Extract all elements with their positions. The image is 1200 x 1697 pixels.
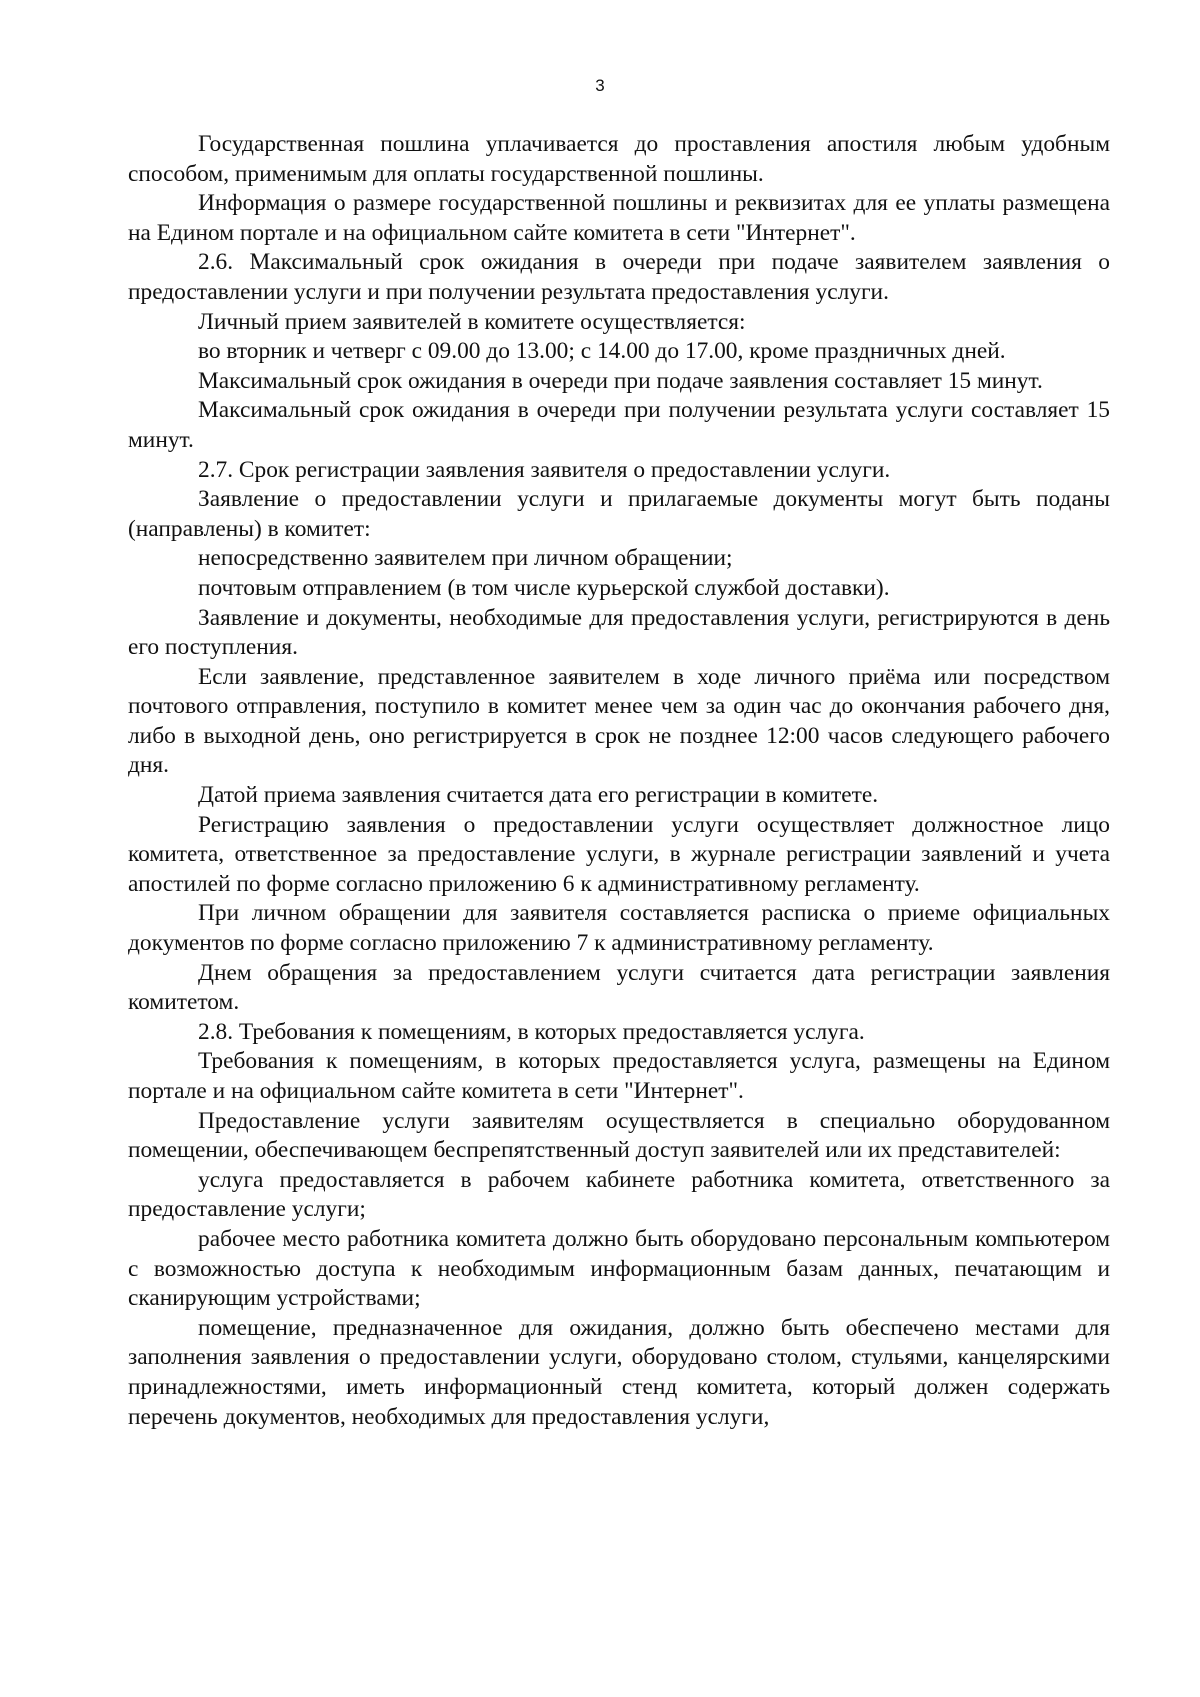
paragraph: рабочее место работника комитета должно быть оборудовано персональным компьютером с возможностью доступа к необходимым информационным базам данных, печатающим и сканирующим устройствами; — [128, 1225, 1110, 1312]
paragraph: При личном обращении для заявителя составляется расписка о приеме официальных документов по форме согласно приложению 7 к административному регламенту. — [128, 900, 1110, 957]
paragraph: Если заявление, представленное заявителем в ходе личного приёма или посредством почтового отправления, поступило в комитет менее чем за один час до окончания рабочего дня, либо в выходной день, оно регистрируется в срок не позднее 12:00 часов следующего рабочего дня. — [128, 663, 1110, 779]
paragraph: почтовым отправлением (в том числе курьерской службой доставки). — [198, 574, 890, 601]
paragraph: 2.7. Срок регистрации заявления заявителя о предоставлении услуги. — [198, 456, 891, 483]
paragraph: 2.8. Требования к помещениям, в которых предоставляется услуга. — [198, 1018, 865, 1045]
paragraph: Государственная пошлина уплачивается до проставления апостиля любым удобным способом, применимым для оплаты государственной пошлины. — [128, 131, 1110, 187]
paragraph: Заявление о предоставлении услуги и прилагаемые документы могут быть поданы (направлены) в комитет: — [128, 486, 1110, 542]
paragraph: 2.6. Максимальный срок ожидания в очереди при подаче заявителем заявления о предоставлении услуги и при получении результата предоставления услуги. — [128, 249, 1110, 305]
paragraph: во вторник и четверг с 09.00 до 13.00; с 14.00 до 17.00, кроме праздничных дней. — [198, 338, 1006, 365]
paragraph: помещение, предназначенное для ожидания, должно быть обеспечено местами для заполнения заявления о предоставлении услуги, оборудовано столом, стульями, канцелярскими принадлежностями, иметь информационный стенд комитета, который должен содержать перечень документов, необходимых для предоставления услуги, — [128, 1314, 1110, 1430]
page-number: 3 — [595, 76, 605, 95]
paragraph: услуга предоставляется в рабочем кабинете работника комитета, ответственного за предоставление услуги; — [128, 1166, 1110, 1223]
paragraph: Максимальный срок ожидания в очереди при получении результата услуги составляет 15 минут. — [128, 397, 1110, 453]
paragraph: непосредственно заявителем при личном обращении; — [198, 545, 733, 572]
paragraph: Заявление и документы, необходимые для предоставления услуги, регистрируются в день его поступления. — [128, 604, 1110, 661]
document-body — [128, 130, 1110, 1432]
paragraph: Предоставление услуги заявителям осуществляется в специально оборудованном помещении, обеспечивающем беспрепятственный доступ заявителей или их представителей: — [128, 1107, 1110, 1164]
paragraph: Регистрацию заявления о предоставлении услуги осуществляет должностное лицо комитета, ответственное за предоставление услуги, в журнале регистрации заявлений и учета апостилей по форме согласно приложению 6 к административному регламенту. — [128, 811, 1110, 897]
paragraph: Информация о размере государственной пошлины и реквизитах для ее уплаты размещена на Едином портале и на официальном сайте комитета в сети "Интернет". — [128, 190, 1110, 246]
paragraph: Датой приема заявления считается дата его регистрации в комитете. — [198, 782, 879, 809]
paragraph: Личный прием заявителей в комитете осуществляется: — [198, 308, 746, 335]
paragraph: Днем обращения за предоставлением услуги считается дата регистрации заявления комитетом. — [128, 959, 1110, 1016]
paragraph: Максимальный срок ожидания в очереди при подаче заявления составляет 15 минут. — [198, 367, 1043, 394]
paragraph: Требования к помещениям, в которых предоставляется услуга, размещены на Едином портале и на официальном сайте комитета в сети "Интернет". — [128, 1048, 1110, 1104]
